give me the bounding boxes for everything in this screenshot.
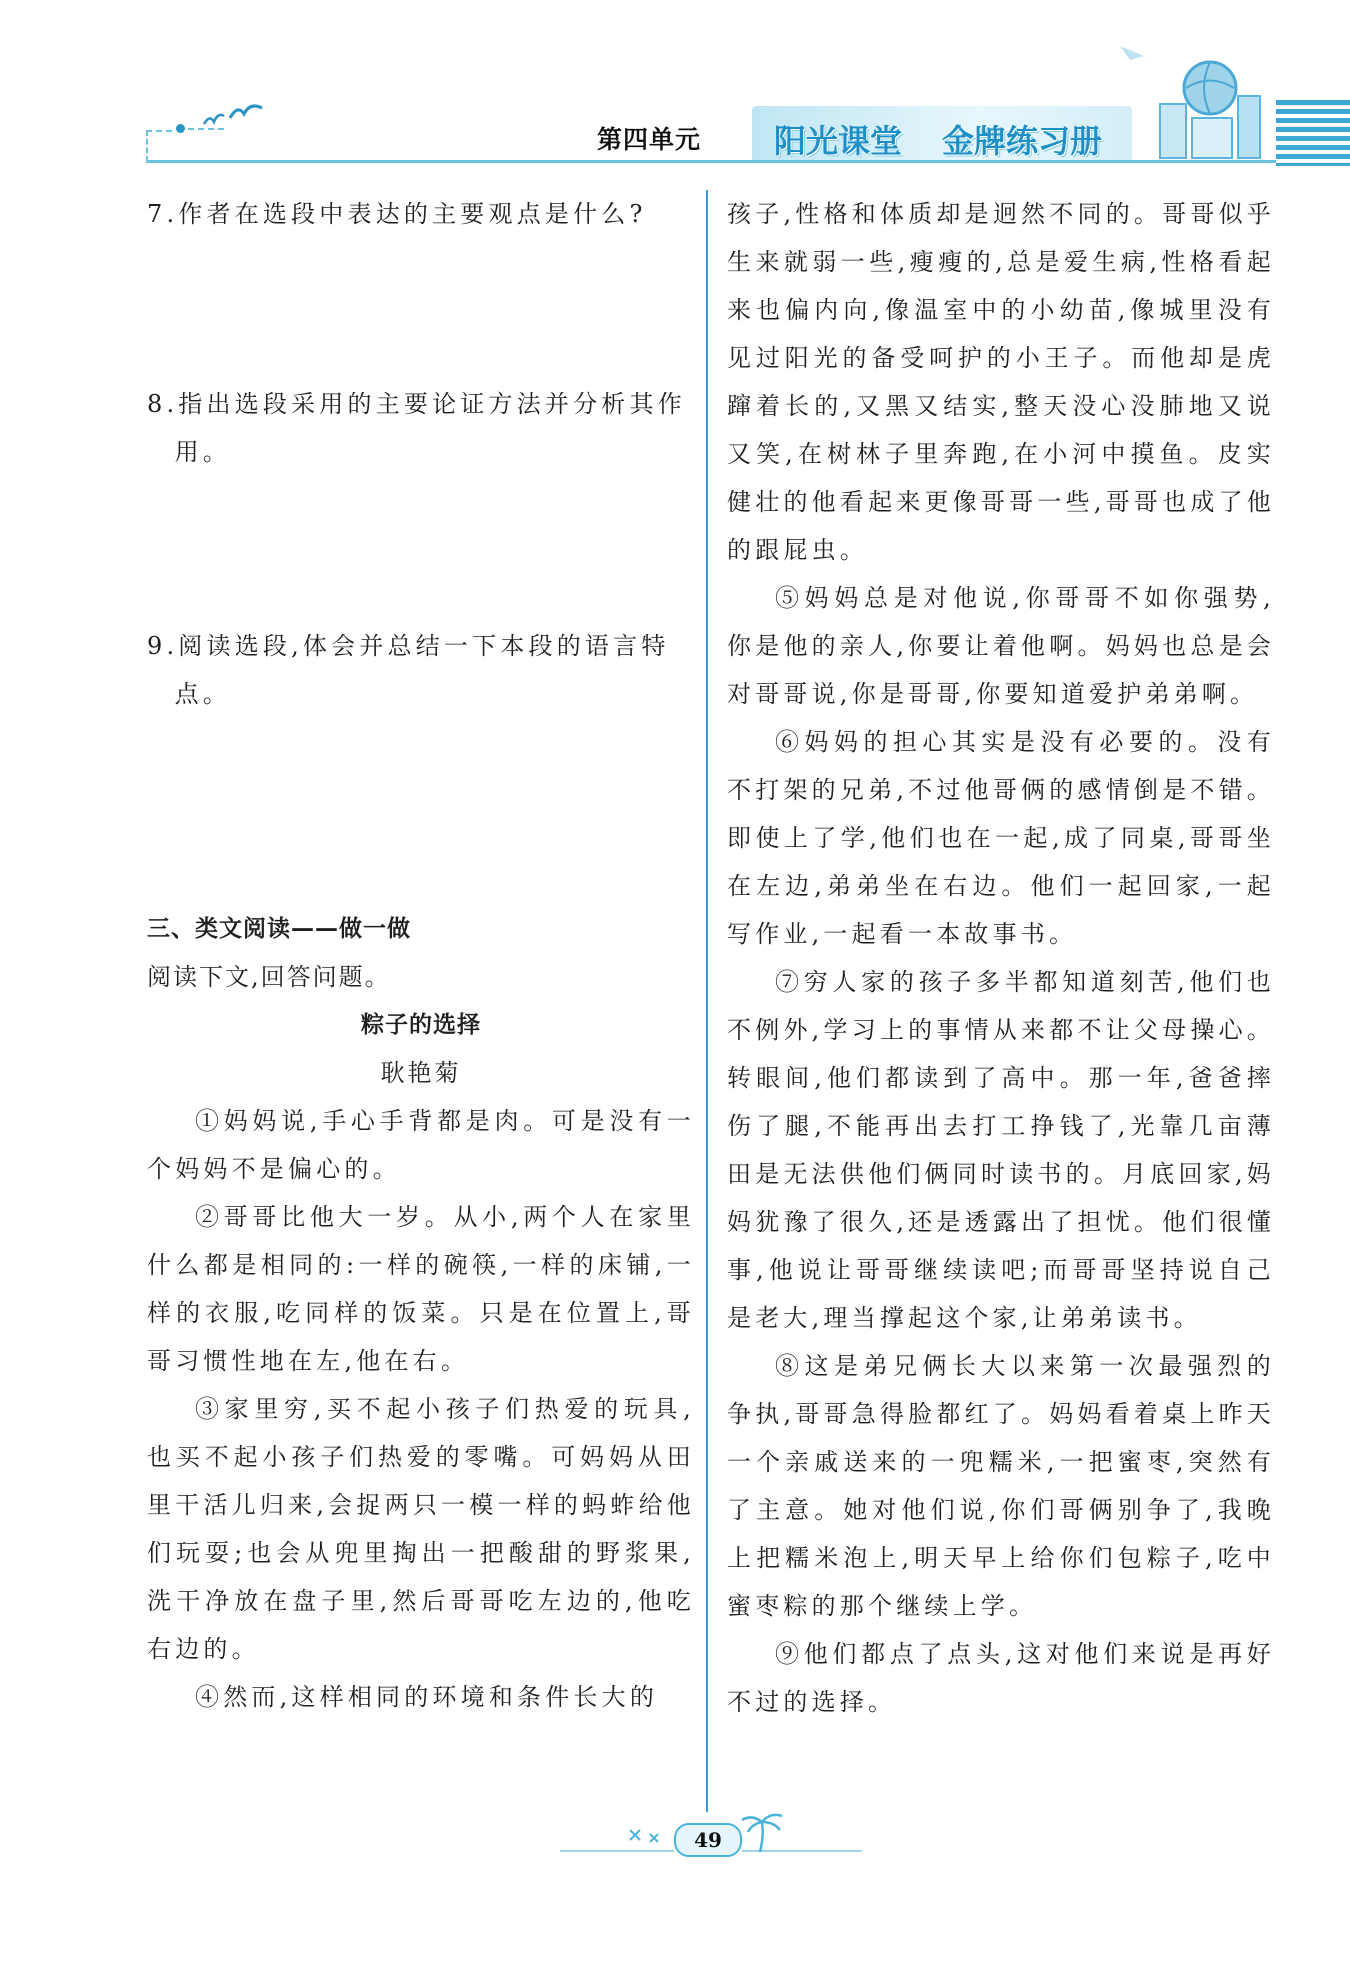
- section-heading: 三、类文阅读——做一做: [147, 916, 411, 942]
- question-8: 8.指出选段采用的主要论证方法并分析其作用。: [147, 390, 686, 466]
- answer-space-8[interactable]: [147, 476, 695, 622]
- right-column: [727, 190, 1275, 1726]
- header-dashed-corner: [146, 130, 172, 162]
- globe-decoration-icon: [1100, 38, 1280, 168]
- question-9: 9.阅读选段,体会并总结一下本段的语言特点。: [147, 632, 670, 708]
- article-author: 耿艳菊: [380, 1059, 462, 1087]
- question-7: 7.作者在选段中表达的主要观点是什么?: [147, 200, 647, 228]
- footer-sparkle-icon: [620, 1820, 670, 1850]
- paragraph-3: ③家里穷,买不起小孩子们热爱的玩具,也买不起小孩子们热爱的零嘴。可妈妈从田里干活儿归来,会捉两只一模一样的蚂蚱给他们玩耍;也会从兜里掏出一把酸甜的野浆果,洗干净放在盘子里,然后哥哥吃左边的,他吃右边的。: [147, 1395, 695, 1663]
- paragraph-5: ⑤妈妈总是对他说,你哥哥不如你强势,你是他的亲人,你要让着他啊。妈妈也总是会对哥哥说,你是哥哥,你要知道爱护弟弟啊。: [727, 584, 1275, 708]
- answer-space-7[interactable]: [147, 238, 695, 380]
- left-column: [147, 190, 695, 1721]
- page-number: 49: [674, 1823, 742, 1857]
- brand-name-part2: 金牌练习册: [942, 122, 1103, 160]
- header-dot: [176, 124, 185, 133]
- birds-icon: [200, 98, 270, 138]
- answer-space-9[interactable]: [147, 718, 695, 905]
- article-title: 粽子的选择: [361, 1012, 481, 1038]
- paragraph-7: ⑦穷人家的孩子多半都知道刻苦,他们也不例外,学习上的事情从来都不让父母操心。转眼间,他们都读到了高中。那一年,爸爸摔伤了腿,不能再出去打工挣钱了,光靠几亩薄田是无法供他们俩同时读书的。月底回家,妈妈犹豫了很久,还是透露出了担忧。他们很懂事,他说让哥哥继续读吧;而哥哥坚持说自己是老大,理当撑起这个家,让弟弟读书。: [727, 968, 1275, 1332]
- palm-tree-icon: [740, 1810, 800, 1854]
- page-header: [0, 0, 1350, 175]
- paragraph-6: ⑥妈妈的担心其实是没有必要的。没有不打架的兄弟,不过他哥俩的感情倒是不错。即使上了学,他们也在一起,成了同桌,哥哥坐在左边,弟弟坐在右边。他们一起回家,一起写作业,一起看一本故事书。: [727, 728, 1275, 948]
- paragraph-4-continued: 孩子,性格和体质却是迥然不同的。哥哥似乎生来就弱一些,瘦瘦的,总是爱生病,性格看起来也偏内向,像温室中的小幼苗,像城里没有见过阳光的备受呵护的小王子。而他却是虎蹿着长的,又黑又结实,整天没心没肺地又说又笑,在树林子里奔跑,在小河中摸鱼。皮实健壮的他看起来更像哥哥一些,哥哥也成了他的跟屁虫。: [727, 200, 1275, 564]
- column-divider: [706, 190, 708, 1812]
- paragraph-8: ⑧这是弟兄俩长大以来第一次最强烈的争执,哥哥急得脸都红了。妈妈看着桌上昨天一个亲戚送来的一兜糯米,一把蜜枣,突然有了主意。她对他们说,你们哥俩别争了,我晚上把糯米泡上,明天早上给你们包粽子,吃中蜜枣粽的那个继续上学。: [727, 1352, 1275, 1620]
- paragraph-4-start: ④然而,这样相同的环境和条件长大的: [195, 1683, 659, 1711]
- header-stripes: [1276, 100, 1350, 166]
- brand-name-part1: 阳光课堂: [774, 122, 903, 160]
- paragraph-2: ②哥哥比他大一岁。从小,两个人在家里什么都是相同的:一样的碗筷,一样的床铺,一样的衣服,吃同样的饭菜。只是在位置上,哥哥习惯性地在左,他在右。: [147, 1203, 695, 1375]
- unit-title: 第四单元: [597, 125, 702, 154]
- footer-rule-left: [560, 1850, 674, 1852]
- page-footer: [0, 1810, 1350, 1870]
- section-instruction: 阅读下文,回答问题。: [147, 963, 391, 991]
- header-rule: [146, 160, 1276, 163]
- paragraph-9: ⑨他们都点了点头,这对他们来说是再好不过的选择。: [727, 1640, 1275, 1716]
- paragraph-1: ①妈妈说,手心手背都是肉。可是没有一个妈妈不是偏心的。: [147, 1107, 695, 1183]
